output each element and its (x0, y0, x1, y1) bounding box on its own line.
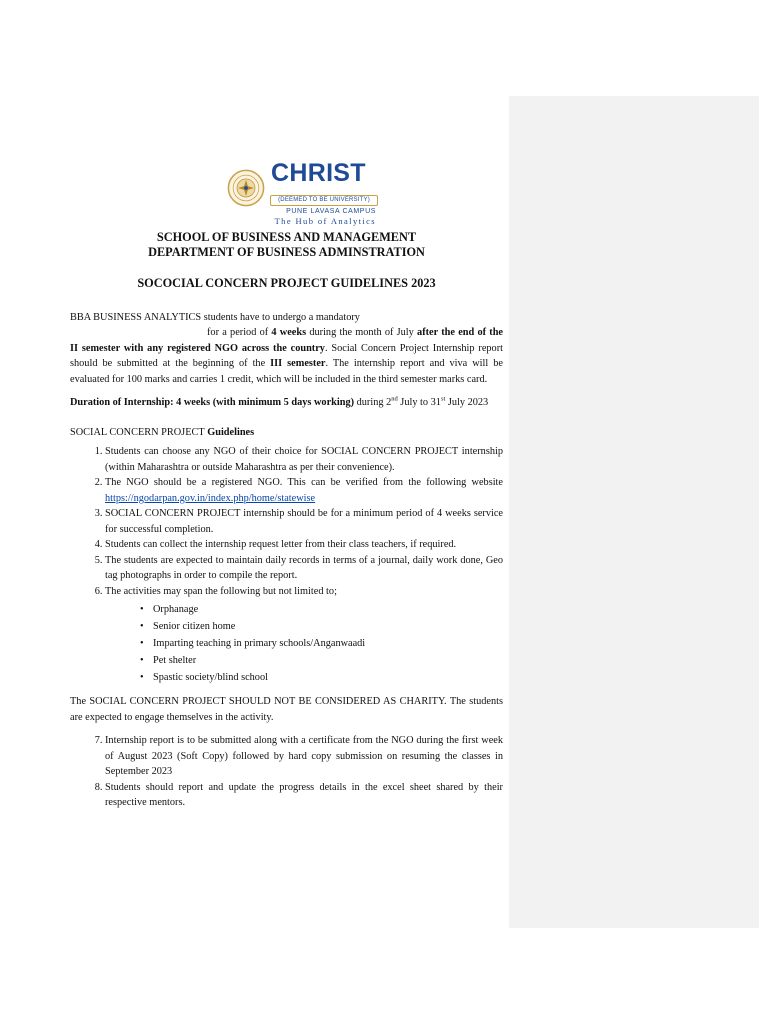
guideline-text: The students are expected to maintain daily records in terms of a journal, daily work done, Geo tag photographs in order to compile the report. (105, 554, 503, 581)
document-page (70, 159, 503, 811)
guideline-text: The NGO should be a registered NGO. This can be verified from the following website (105, 477, 503, 488)
duration-label: Duration of Internship: 4 weeks (with minimum 5 days working) (70, 397, 355, 408)
logo-name: CHRIST (271, 159, 366, 187)
list-item: 8. Students should report and update the progress details in the excel sheet shared by their respective mentors. (105, 780, 503, 811)
duration-end: July 2023 (445, 397, 489, 408)
guideline-text: Students can choose any NGO of their choice for SOCIAL CONCERN PROJECT internship (within Maharashtra or outside Maharashtra as per their convenience). (105, 446, 503, 473)
activity-item: • Spastic society/blind school (153, 669, 503, 686)
list-item (105, 584, 503, 687)
guideline-text: The activities may span the following but not limited to; (105, 585, 337, 597)
activity-item: • Senior citizen home (153, 618, 503, 635)
logo-deemed: (DEEMED TO BE UNIVERSITY) (270, 195, 378, 206)
intro-text-a: for a period of (207, 327, 272, 338)
department-heading: DEPARTMENT OF BUSINESS ADMINSTRATION (148, 245, 425, 259)
document-title: SOCOCIAL CONCERN PROJECT GUIDELINES 2023 (137, 276, 436, 290)
list-item (105, 475, 503, 506)
list-item (105, 506, 503, 537)
intro-paragraph (70, 310, 503, 388)
activity-item: • Imparting teaching in primary schools/Anganwaadi (153, 635, 503, 652)
guidelines-heading-plain: SOCIAL CONCERN PROJECT (70, 426, 205, 438)
duration-mid: July to 31 (397, 397, 441, 408)
activity-item: • Pet shelter (153, 652, 503, 669)
list-item (105, 537, 503, 553)
intro-text-b: during the month of July (306, 327, 418, 338)
intro-weeks: 4 weeks (271, 327, 307, 338)
intro-line: BBA BUSINESS ANALYTICS students have to undergo a mandatory (70, 311, 360, 323)
university-seal-icon (227, 169, 265, 207)
guidelines-heading (70, 425, 503, 441)
charity-note: The SOCIAL CONCERN PROJECT SHOULD NOT BE CONSIDERED AS CHARITY. The students are expected to engage themselves in the activity. (70, 696, 503, 723)
duration-sup-2: st (440, 395, 446, 403)
guidelines-heading-bold: Guidelines (204, 426, 255, 438)
list-item (105, 553, 503, 584)
duration-paragraph (70, 395, 503, 411)
closing-list (70, 733, 503, 811)
guideline-text: Students can collect the internship request letter from their class teachers, if required. (105, 539, 457, 550)
intro-after: after the end of the II semester with any registered NGO across the country (70, 327, 503, 354)
intro-text-c: . Social Concern Project Internship report should be submitted at the beginning of the (70, 342, 503, 369)
intro-semester: III semester (270, 358, 326, 369)
university-logo (70, 159, 503, 230)
intro-text-d: . The internship report and viva will be evaluated for 100 marks and carries 1 credit, which will be included in the third semester marks card. (70, 358, 503, 385)
guidelines-list (70, 444, 503, 686)
guideline-text: SOCIAL CONCERN PROJECT internship should be for a minimum period of 4 weeks service for successful completion. (105, 508, 503, 535)
duration-during: during 2 (354, 397, 392, 408)
logo-campus: PUNE LAVASA CAMPUS (286, 208, 376, 215)
school-heading: SCHOOL OF BUSINESS AND MANAGEMENT (156, 230, 417, 244)
logo-tagline: The Hub of Analytics (274, 216, 376, 226)
ngodarpan-link[interactable]: https://ngodarpan.gov.in/index.php/home/statewise (105, 492, 316, 504)
activities-list (105, 601, 503, 686)
comment-pane (509, 96, 759, 928)
activity-item: • Orphanage (153, 601, 503, 618)
duration-sup-1: nd (391, 395, 398, 403)
list-item: 7. Internship report is to be submitted along with a certificate from the NGO during the first week of August 2023 (Soft Copy) followed by hard copy submission on resuming the classes in September 2023 (105, 733, 503, 780)
list-item (105, 444, 503, 475)
